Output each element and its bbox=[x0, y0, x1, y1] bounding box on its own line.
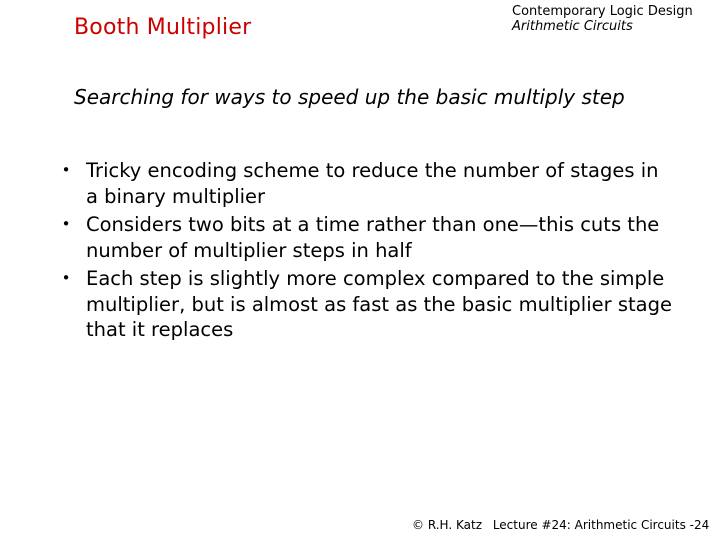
bullet-dot-icon: • bbox=[61, 269, 71, 287]
slide-subtitle: Searching for ways to speed up the basic multiply step bbox=[74, 85, 625, 109]
course-topic: Arithmetic Circuits bbox=[512, 19, 633, 34]
slide-footer bbox=[412, 518, 712, 532]
bullet-item bbox=[56, 266, 676, 343]
bullet-text: Each step is slightly more complex compared to the simple multiplier, but is almost as fast as the basic multiplier stage that it replaces bbox=[86, 267, 672, 341]
bullet-dot-icon: • bbox=[61, 215, 71, 233]
bullet-item bbox=[56, 212, 676, 263]
bullet-item bbox=[56, 158, 676, 209]
bullet-dot-icon: • bbox=[61, 161, 71, 179]
course-header bbox=[512, 4, 712, 34]
course-name: Contemporary Logic Design bbox=[512, 4, 693, 19]
bullet-text: Considers two bits at a time rather than one—this cuts the number of multiplier steps in half bbox=[86, 213, 660, 262]
copyright-text: © R.H. Katz bbox=[412, 518, 482, 532]
bullet-text: Tricky encoding scheme to reduce the number of stages in a binary multiplier bbox=[86, 159, 659, 208]
lecture-label: Lecture #24: Arithmetic Circuits -24 bbox=[492, 518, 710, 532]
bullet-list bbox=[56, 158, 676, 346]
slide-title: Booth Multiplier bbox=[74, 15, 252, 40]
